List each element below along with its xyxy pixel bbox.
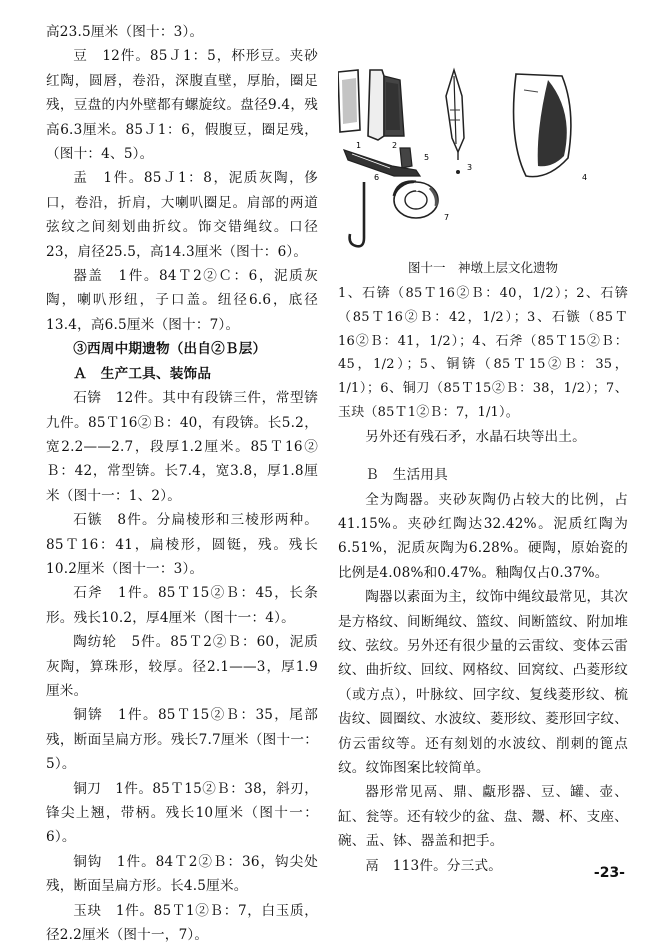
paragraph: 陶器以素面为主，纹饰中绳纹最常见，其次是方格纹、间断绳纹、篮纹、间断篮纹、附加堆纹、弦纹。另外还有很少量的云雷纹、变体云雷纹、曲折纹、回纹、网格纹、回窝纹、凸菱形纹（或方点），叶脉纹、回字纹、复线菱形纹、梳齿纹、圆圈纹、水波纹、菱形纹、菱形回字纹、仿云雷纹等。还有刻划的水波纹、削刺的篦点纹。纹饰图案比较简单。 [338,589,628,777]
paragraph: 铜刀 1件。85Ｔ15②Ｂ：38，斜刃，锋尖上翘，带柄。残长10厘米（图十一：6）。 [46,780,318,846]
paragraph [338,449,628,463]
stone-axe-drawing-4 [514,74,571,177]
paragraph: 1、石锛（85Ｔ16②Ｂ：40，1/2）；2、石锛（85Ｔ16②Ｂ：42，1/2）；3、石镞（85Ｔ16②Ｂ：41，1/2）；4、石斧（85Ｔ15②Ｂ：45，1/2）；5、铜锛（85Ｔ15②Ｂ：35，1/1）；6、铜刀（85Ｔ15②Ｂ：38，1/2）；7、玉玦（85Ｔ1②Ｂ：7，1/1）。 [338,286,628,420]
paragraph: 器形常见鬲、鼎、甗形器、豆、罐、壶、缸、瓮等。还有较少的盆、盘、鬶、杯、支座、碗、盂、钵、器盖和把手。 [338,784,628,850]
arrowhead-drawing-3 [446,70,464,174]
paragraph: 全为陶器。夹砂灰陶仍占较大的比例，占41.15%。夹砂红陶达32.42%。泥质红陶为6.51%，泥质灰陶为6.28%。硬陶，原始瓷的比例是4.08%和0.47%。釉陶仅占0.37%。 [338,491,628,581]
figure-label: 3 [467,163,473,172]
paragraph: 石锛 12件。其中有段锛三件，常型锛九件。85Ｔ16②Ｂ：40，有段锛。长5.2，宽2.2——2.7，段厚1.2厘米。85Ｔ16②Ｂ：42，常型锛。长7.4，宽3.8，厚1.8厘米（图十一：1、2）。 [46,390,318,504]
figure-label: 5 [424,153,430,162]
bronze-hook-drawing [350,182,364,246]
figure-label: 4 [582,173,588,182]
paragraph: 器盖 1件。84Ｔ2②Ｃ：6，泥质灰陶，喇叭形纽，子口盖。纽径6.6，底径13.4，高6.5厘米（图十：7）。 [46,268,318,333]
paragraph: Ｂ 生活用具 [365,467,448,484]
figure-label: 7 [444,213,450,222]
jade-jue-drawing-7 [394,182,438,218]
paragraph: 石镞 8件。分扁棱形和三棱形两种。85Ｔ16：41，扁棱形，圆铤，残。残长10.2厘米（图十一：3）。 [46,512,318,577]
bronze-adze-drawing-5 [400,148,412,168]
paragraph: 鬲 113件。分三式。 [365,857,503,874]
paragraph: 石斧 1件。85Ｔ15②Ｂ：45，长条形。残长10.2，厚4厘米（图十一：4）。 [46,585,318,626]
paragraph: 铜钩 1件。84Ｔ2②Ｂ：36，钩尖处残，断面呈扁方形。长4.5厘米。 [46,853,318,895]
paragraph: 豆 12件。85Ｊ1：5，杯形豆。夹砂红陶，圆唇，卷沿，深腹直壁，厚胎，圈足残，豆盘的内外壁都有螺旋纹。盘径9.4，残高6.3厘米。85Ｊ1：6，假腹豆，圈足残，（图十：4、5）。 [46,48,318,163]
paragraph: 陶纺轮 5件。85Ｔ2②Ｂ：60，泥质灰陶，算珠形，较厚。径2.1——3，厚1.9厘米。 [46,634,318,699]
figure-label: 1 [356,141,362,150]
paragraph: 盂 1件。85Ｊ1：8，泥质灰陶，侈口，卷沿，折肩，大喇叭圈足。肩部的两道弦纹之间刻划曲折纹。饰交错绳纹。口径23，肩径25.5，高14.3厘米（图十：6）。 [46,170,318,260]
figure-label: 2 [392,141,398,150]
paragraph: 高23.5厘米（图十：3）。 [46,24,204,40]
figure-label: 6 [374,173,380,182]
page-number: -23- [593,865,625,881]
right-column [338,20,628,878]
figure-caption: 图十一 神墩上层文化遗物 [407,260,558,275]
right-text [338,425,628,878]
paragraph: ③西周中期遗物（出自②Ｂ层） [73,341,267,358]
paragraph: 另外还有残石矛，水晶石块等出土。 [365,428,586,445]
figure-legend [338,282,628,425]
paragraph: 铜锛 1件。85Ｔ15②Ｂ：35，尾部残，断面呈扁方形。残长7.7厘米（图十一：5）。 [46,707,318,773]
stone-adze-drawing-2 [368,70,404,140]
stone-adze-drawing-1 [338,70,360,132]
figure-eleven [338,20,628,248]
artifact-drawings [338,20,628,248]
paragraph: 玉玦 1件。85Ｔ1②Ｂ：7，白玉质，径2.2厘米（图十一，7）。 [46,902,318,944]
paragraph: Ａ 生产工具、装饰品 [73,365,212,382]
left-column [46,20,318,947]
